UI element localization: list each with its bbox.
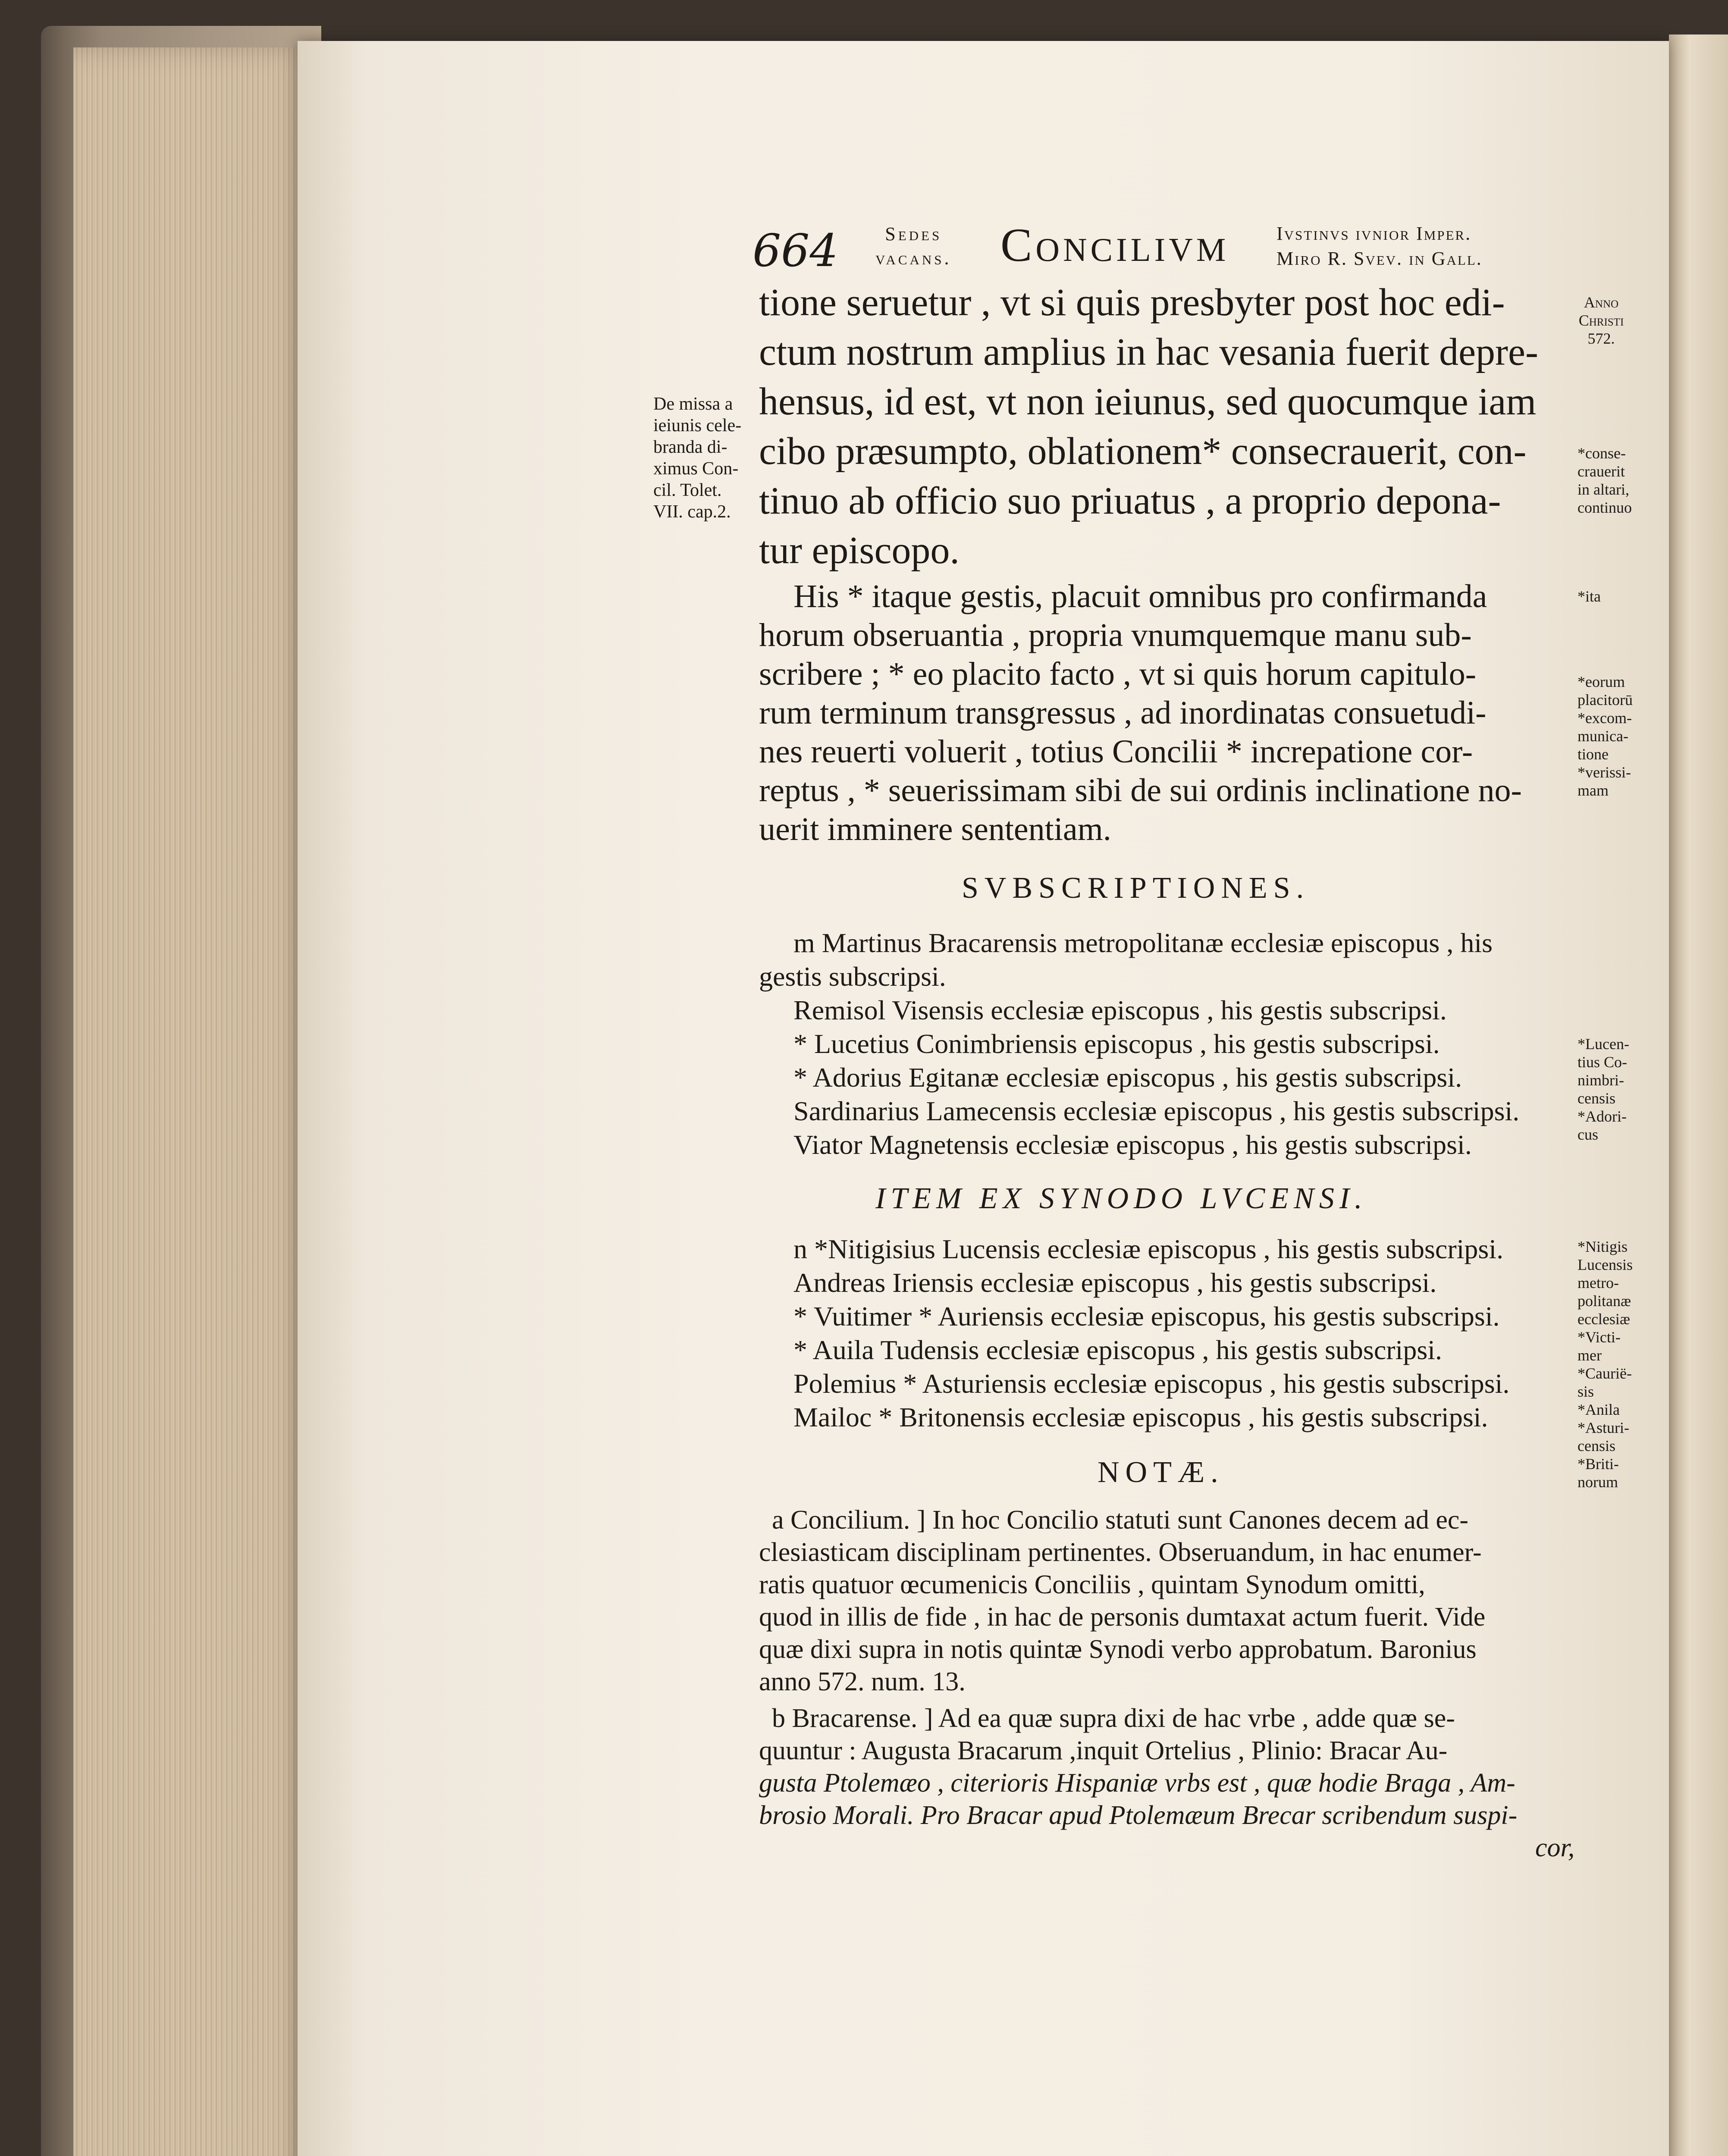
margin-note-line: *Briti-	[1577, 1455, 1619, 1473]
margin-note-right-5	[1577, 1238, 1633, 1491]
subscription-line: Remisol Visensis ecclesiæ episcopus , his gestis subscripsi.	[793, 995, 1447, 1025]
body-line: cibo præsumpto, oblationem* consecrauerit, con-	[759, 430, 1527, 473]
body-line: rum terminum transgressus , ad inordinatas consuetudi-	[759, 695, 1487, 731]
margin-anno-christi	[1577, 293, 1625, 348]
margin-note-line: *Adori-	[1577, 1108, 1627, 1125]
subscription-line: m Martinus Bracarensis metropolitanæ ecclesiæ episcopus , his	[793, 928, 1493, 958]
header-vacans: vacans.	[875, 248, 952, 269]
margin-note-line: VII. cap.2.	[653, 502, 731, 522]
body-line: horum obseruantia , propria vnumquemque manu sub-	[759, 617, 1472, 653]
body-line: scribere ; * eo placito facto , vt si quis horum capitulo-	[759, 656, 1477, 692]
margin-note-line: mer	[1577, 1347, 1602, 1364]
margin-note-right-3	[1577, 673, 1633, 799]
note-line: a Concilium. ] In hoc Concilio statuti sunt Canones decem ad ec-	[772, 1505, 1469, 1535]
note-line: brosio Morali. Pro Bracar apud Ptolemæum Brecar scribendum suspi-	[759, 1801, 1518, 1830]
margin-note-line: ieiunis cele-	[653, 416, 742, 436]
margin-note-line: *conse-	[1577, 445, 1626, 462]
subscription-line: * Auila Tudensis ecclesiæ episcopus , his gestis subscripsi.	[793, 1335, 1442, 1365]
facing-page-edge	[1669, 34, 1728, 2156]
margin-note-line: nimbri-	[1577, 1072, 1624, 1089]
margin-note-left	[653, 393, 741, 523]
margin-note-right-2	[1577, 587, 1601, 605]
body-line: hensus, id est, vt non ieiunus, sed quocumque iam	[759, 380, 1537, 423]
margin-note-line: sis	[1577, 1383, 1594, 1400]
note-line: gusta Ptolemæo , citerioris Hispaniæ vrbs est , quæ hodie Braga , Am-	[759, 1768, 1515, 1798]
body-line: tinuo ab officio suo priuatus , a proprio depona-	[759, 479, 1501, 522]
section-heading-item-lucensi: ITEM EX SYNODO LVCENSI.	[875, 1182, 1367, 1215]
margin-note-line: *Nitigis	[1577, 1238, 1628, 1255]
margin-note-line: cus	[1577, 1126, 1598, 1143]
subscription-line: n *Nitigisius Lucensis ecclesiæ episcopus , his gestis subscripsi.	[793, 1234, 1504, 1264]
body-line: tione seruetur , vt si quis presbyter post hoc edi-	[759, 281, 1505, 324]
subscription-line: * Adorius Egitanæ ecclesiæ episcopus , his gestis subscripsi.	[793, 1062, 1462, 1093]
note-line: b Bracarense. ] Ad ea quæ supra dixi de hac vrbe , adde quæ se-	[772, 1704, 1455, 1733]
subscription-line: * Lucetius Conimbriensis episcopus , his gestis subscripsi.	[793, 1028, 1440, 1059]
margin-note-line: censis	[1577, 1437, 1615, 1454]
margin-note-line: crauerit	[1577, 463, 1625, 480]
body-line: nes reuerti voluerit , totius Concilii * increpatione cor-	[759, 733, 1473, 770]
body-line: reptus , * seuerissimam sibi de sui ordinis inclinatione no-	[759, 772, 1522, 808]
section-heading-subscriptiones: SVBSCRIPTIONES.	[962, 871, 1310, 905]
margin-note-line: *Asturi-	[1577, 1419, 1629, 1436]
margin-note-line: cil. Tolet.	[653, 480, 722, 500]
note-line: ratis quatuor œcumenicis Conciliis , quintam Synodum omitti,	[759, 1570, 1425, 1599]
margin-note-line: in altari,	[1577, 481, 1629, 498]
subscription-line: gestis subscripsi.	[759, 961, 946, 992]
body-line: uerit imminere sententiam.	[759, 811, 1111, 847]
margin-note-line: politanæ	[1577, 1292, 1631, 1310]
margin-anno: Anno	[1584, 294, 1619, 311]
margin-note-line: ximus Con-	[653, 459, 739, 479]
subscription-line: Polemius * Asturiensis ecclesiæ episcopus , his gestis subscripsi.	[793, 1368, 1510, 1399]
note-line: quuntur : Augusta Bracarum ,inquit Ortelius , Plinio: Bracar Au-	[759, 1736, 1448, 1765]
subscription-line: Andreas Iriensis ecclesiæ episcopus , his gestis subscripsi.	[793, 1267, 1437, 1298]
margin-note-line: censis	[1577, 1090, 1615, 1107]
page-title: Concilivm	[1000, 219, 1229, 271]
margin-note-line: *Lucen-	[1577, 1035, 1629, 1053]
margin-note-line: norum	[1577, 1473, 1618, 1491]
margin-note-line: *eorum	[1577, 673, 1625, 690]
margin-note-line: Lucensis	[1577, 1256, 1633, 1273]
margin-note-line: continuo	[1577, 499, 1632, 516]
body-line: His * itaque gestis, placuit omnibus pro confirmanda	[793, 578, 1487, 614]
margin-note-line: *Victi-	[1577, 1329, 1621, 1346]
running-head-line-1: Ivstinvs ivnior Imper.	[1276, 223, 1472, 244]
section-heading-notae: NOTÆ.	[1098, 1456, 1224, 1489]
subscription-line: Sardinarius Lamecensis ecclesiæ episcopus , his gestis subscripsi.	[793, 1096, 1520, 1126]
margin-note-line: mam	[1577, 782, 1609, 799]
margin-note-line: *ita	[1577, 588, 1601, 605]
note-line: anno 572. num. 13.	[759, 1667, 966, 1696]
running-head-line-2: Miro R. Svev. in Gall.	[1276, 248, 1483, 269]
subscription-line: Viator Magnetensis ecclesiæ episcopus , his gestis subscripsi.	[793, 1129, 1472, 1160]
margin-christi: Christi	[1578, 312, 1624, 329]
margin-note-line: placitorū	[1577, 691, 1633, 708]
margin-note-line: tione	[1577, 746, 1609, 763]
note-line: quod in illis de fide , in hac de personis dumtaxat actum fuerit. Vide	[759, 1602, 1486, 1632]
margin-note-line: *excom-	[1577, 709, 1632, 727]
running-head-right	[1276, 221, 1483, 271]
margin-note-right-4	[1577, 1035, 1629, 1144]
body-line: tur episcopo.	[759, 529, 960, 572]
margin-note-line: *Anila	[1577, 1401, 1620, 1418]
header-sedes-vacans	[875, 222, 951, 270]
page-stack-edges	[73, 47, 315, 2156]
margin-note-line: munica-	[1577, 727, 1628, 745]
subscription-line: Mailoc * Britonensis ecclesiæ episcopus , his gestis subscripsi.	[793, 1402, 1488, 1432]
page-number: 664	[753, 224, 838, 277]
margin-note-line: tius Co-	[1577, 1053, 1628, 1071]
margin-note-line: metro-	[1577, 1274, 1619, 1291]
margin-note-line: *verissi-	[1577, 764, 1631, 781]
margin-note-right-1	[1577, 444, 1632, 517]
margin-note-line: ecclesiæ	[1577, 1310, 1630, 1328]
margin-note-line: *Caurië-	[1577, 1365, 1632, 1382]
body-line: ctum nostrum amplius in hac vesania fuerit depre-	[759, 331, 1538, 373]
note-line: cor,	[1535, 1833, 1575, 1862]
subscription-line: * Vuitimer * Auriensis ecclesiæ episcopus, his gestis subscripsi.	[793, 1301, 1500, 1332]
margin-year: 572.	[1587, 330, 1615, 347]
note-line: quæ dixi supra in notis quintæ Synodi verbo approbatum. Baronius	[759, 1635, 1477, 1664]
margin-note-line: branda di-	[653, 437, 728, 457]
margin-note-line: De missa a	[653, 394, 733, 414]
header-sedes: Sedes	[885, 223, 942, 244]
note-line: clesiasticam disciplinam pertinentes. Obseruandum, in hac enumer-	[759, 1538, 1482, 1567]
